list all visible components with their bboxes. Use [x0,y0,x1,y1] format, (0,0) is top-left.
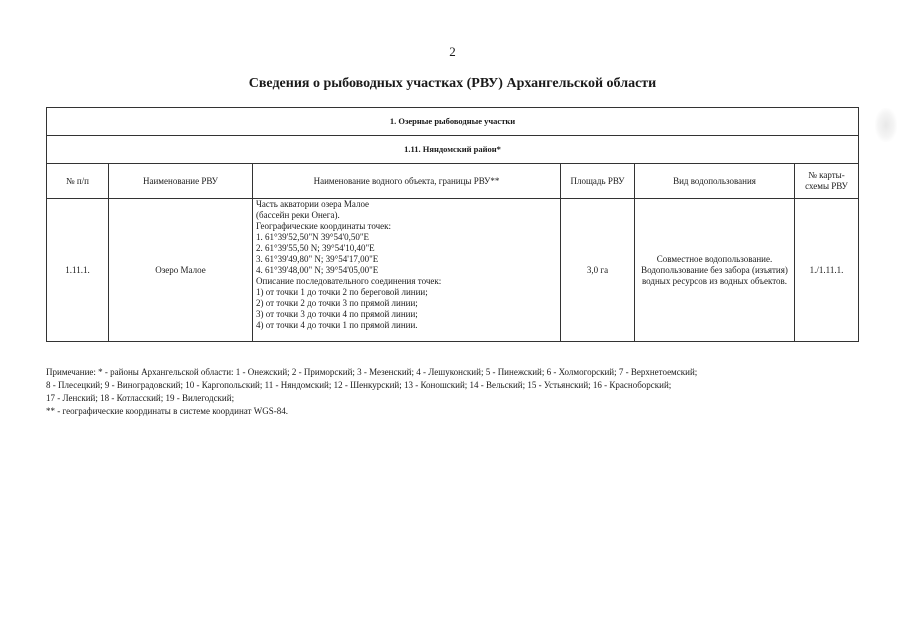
footnote-line: Примечание: * - районы Архангельской области: 1 - Онежский; 2 - Приморский; 3 - Мезенский; 4 - Лешуконский; 5 - Пинежский; 6 - Холмогорский; 7 - Верхнетоемский; [46,367,698,377]
section-row [47,108,859,136]
footnotes [46,366,858,418]
header-area: Площадь РВУ [561,164,635,199]
cell-usage: Совместное водопользование. Водопользование без забора (изъятия) водных ресурсов из водных объектов. [635,199,795,342]
subsection-title: 1.11. Няндомский район* [47,136,859,164]
water-line: Географические координаты точек: [256,221,391,231]
footnote-line: 8 - Плесецкий; 9 - Виноградовский; 10 - Каргопольский; 11 - Няндомский; 12 - Шенкурский; 13 - Коношский; 14 - Вельский; 15 - Устьянский; 16 - Красноборский; [46,380,672,390]
table-header-row [47,164,859,199]
water-line: 1) от точки 1 до точки 2 по береговой линии; [256,287,428,297]
water-line: (бассейн реки Онега). [256,210,340,220]
cell-water [253,199,561,342]
cell-map: 1./1.11.1. [795,199,859,342]
rvu-table [46,107,859,342]
water-line: 3. 61°39'49,80" N; 39°54'17,00"E [256,254,379,264]
water-line: 2) от точки 2 до точки 3 по прямой линии; [256,298,418,308]
header-map: № карты-схемы РВУ [795,164,859,199]
cell-name: Озеро Малое [109,199,253,342]
header-num: № п/п [47,164,109,199]
water-line: Часть акватории озера Малое [256,199,370,209]
header-name: Наименование РВУ [109,164,253,199]
scan-artifact [875,108,897,142]
cell-num: 1.11.1. [47,199,109,342]
water-line: 1. 61°39'52,50"N 39°54'0,50"E [256,232,370,242]
water-line: 2. 61°39'55,50 N; 39°54'10,40"E [256,243,375,253]
water-line: 4) от точки 4 до точки 1 по прямой линии. [256,320,418,330]
header-water: Наименование водного объекта, границы РВУ** [253,164,561,199]
water-line: Описание последовательного соединения точек: [256,276,442,286]
water-line: 4. 61°39'48,00" N; 39°54'05,00"E [256,265,379,275]
footnote-line: 17 - Ленский; 18 - Котласский; 19 - Вилегодский; [46,393,235,403]
footnote-line: ** - географические координаты в системе координат WGS-84. [46,406,288,416]
water-line: 3) от точки 3 до точки 4 по прямой линии; [256,309,418,319]
subsection-row [47,136,859,164]
cell-area: 3,0 га [561,199,635,342]
section-title: 1. Озерные рыбоводные участки [47,108,859,136]
document-title: Сведения о рыбоводных участках (РВУ) Архангельской области [248,76,657,91]
header-usage: Вид водопользования [635,164,795,199]
table-row [47,199,859,342]
page-number: 2 [449,44,456,59]
